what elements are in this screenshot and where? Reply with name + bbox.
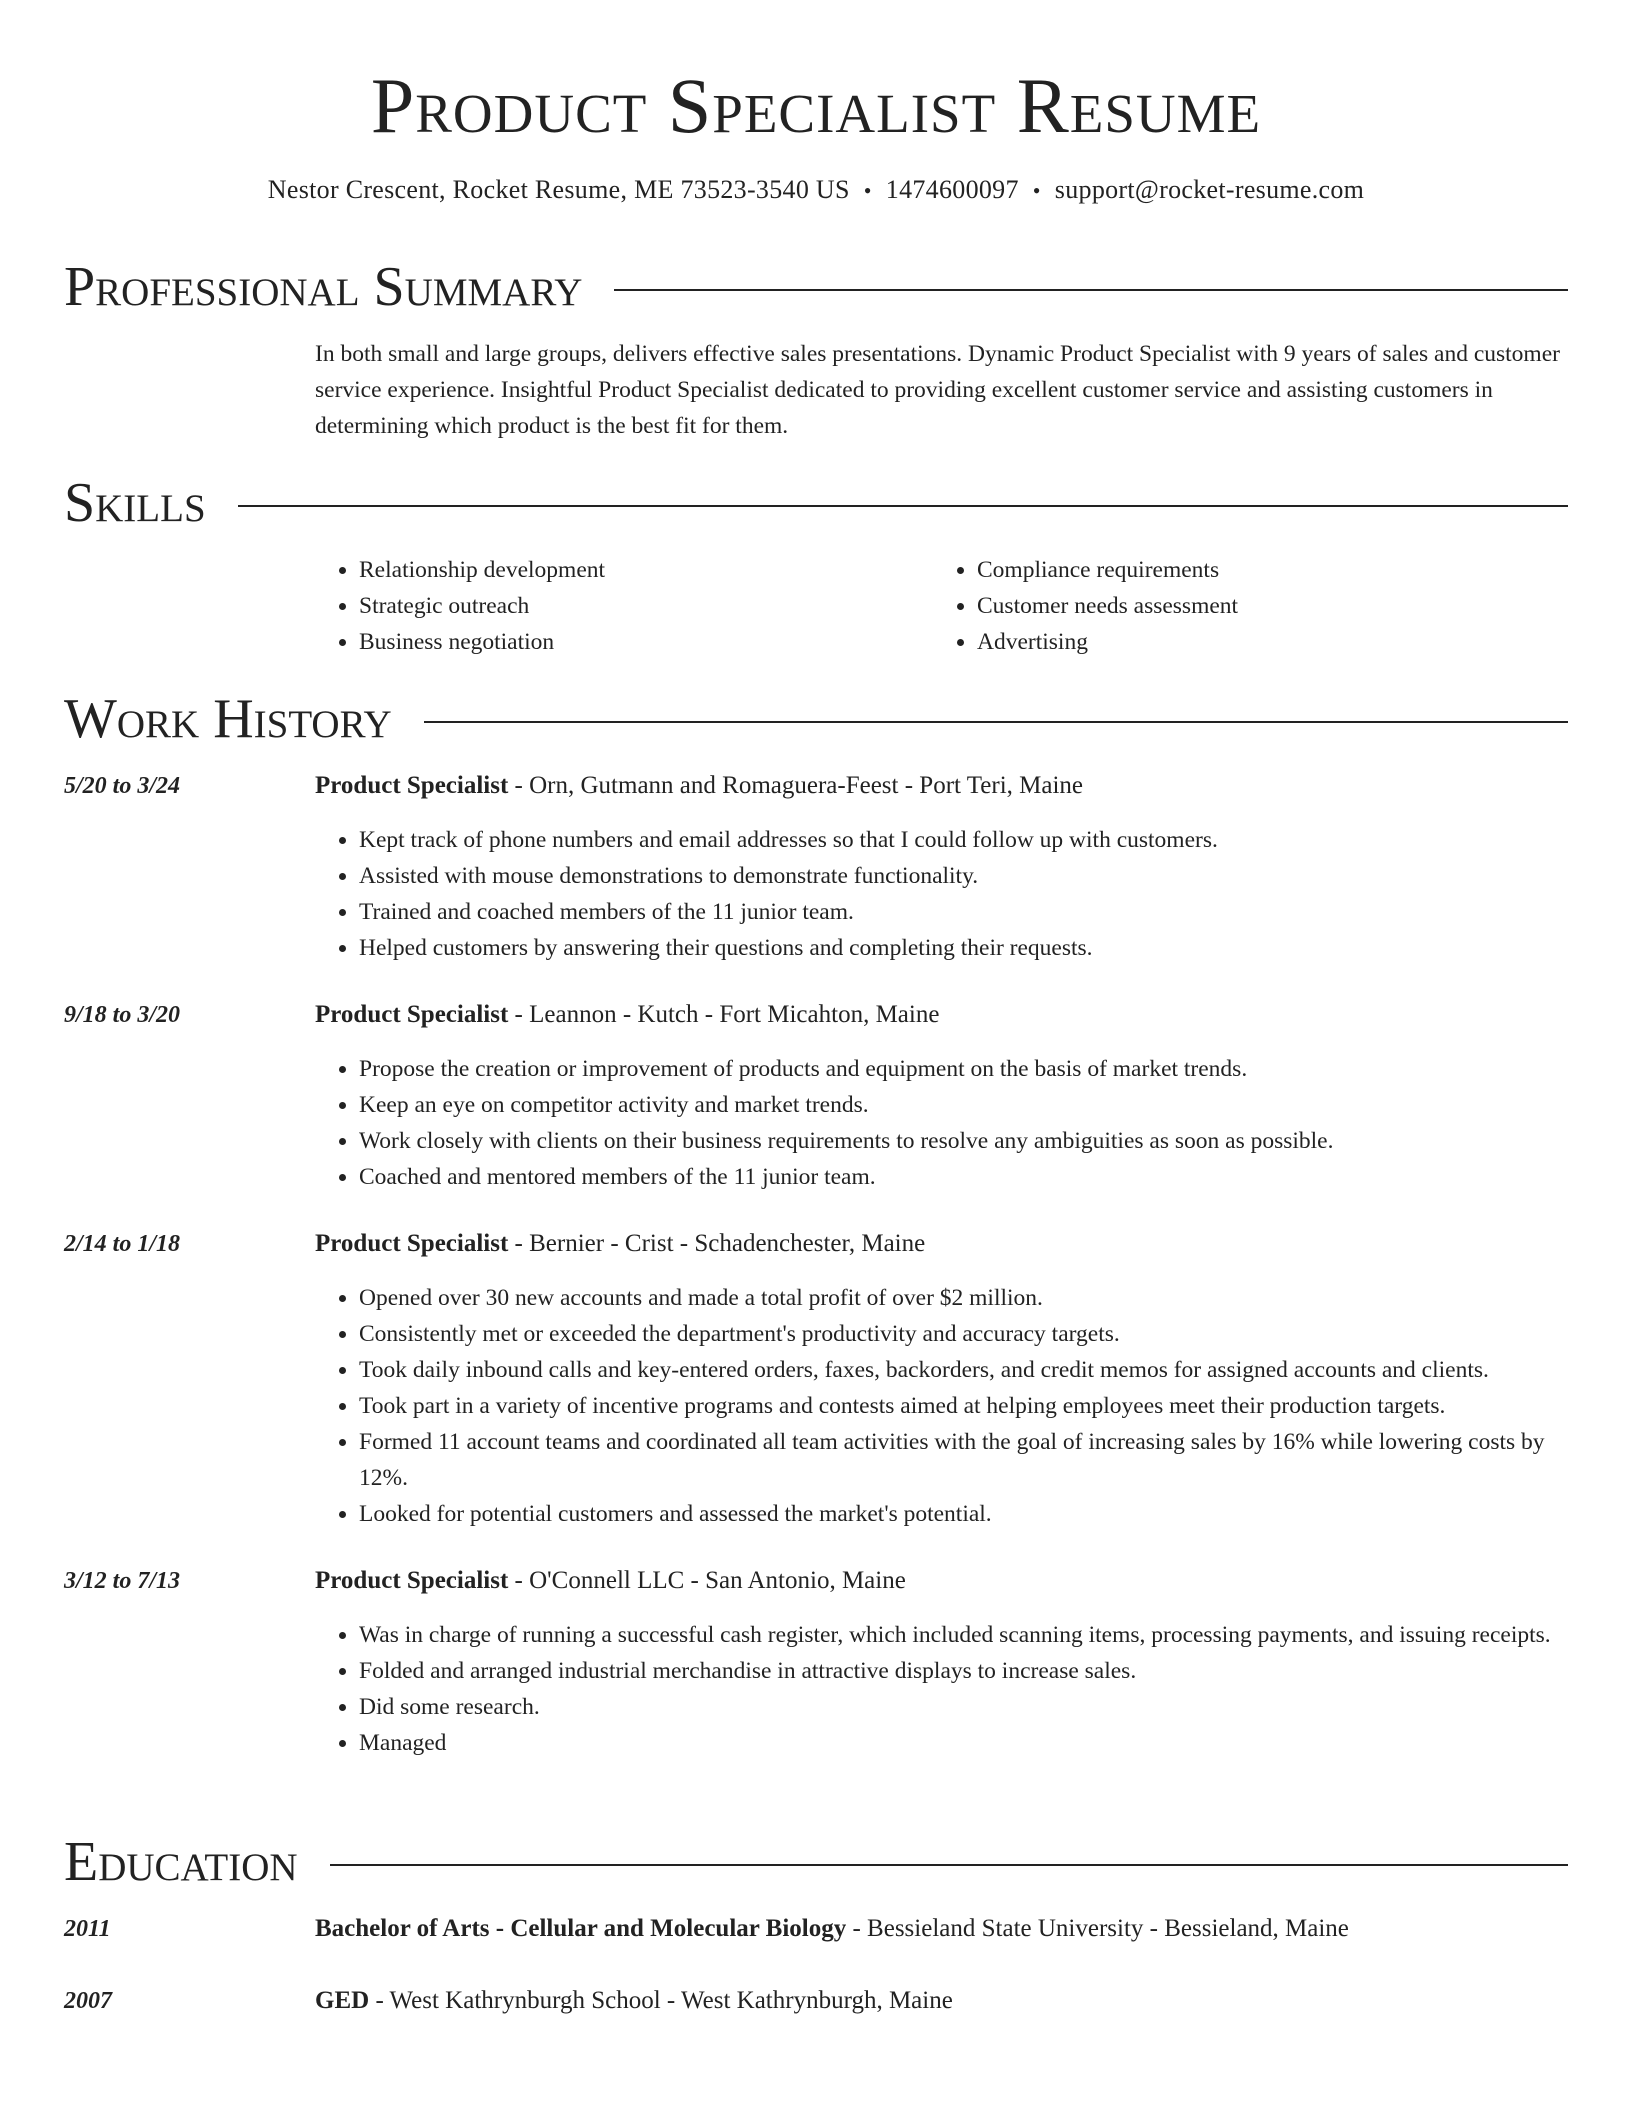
education-header (315, 1983, 1568, 2019)
education-degree: Bachelor of Arts - Cellular and Molecular Biology (315, 1915, 847, 1942)
contact-phone: 1474600097 (885, 175, 1019, 204)
education-school: - Bessieland State University - Bessieland, Maine (846, 1915, 1349, 1942)
job-bullet: • Formed 11 account teams and coordinated all team activities with the goal of increasing sales by 16% while lowering costs by 12%. (359, 1424, 1568, 1496)
contact-email: support@rocket-resume.com (1054, 175, 1365, 204)
job-title: Product Specialist (315, 1001, 509, 1028)
education-entry (64, 1911, 1568, 1947)
job-bullet: • Propose the creation or improvement of products and equipment on the basis of market trends. (359, 1051, 1568, 1087)
job-dates: 2/14 to 1/18 (64, 1231, 181, 1257)
job-title: Product Specialist (315, 772, 509, 799)
job-bullet: • Was in charge of running a successful cash register, which included scanning items, processing payments, and issuing receipts. (359, 1617, 1568, 1653)
job-header (315, 1226, 1568, 1262)
job-bullets (315, 822, 1568, 966)
job-dates: 5/20 to 3/24 (64, 773, 181, 799)
job-bullet: • Trained and coached members of the 11 junior team. (359, 894, 1568, 930)
job-title: Product Specialist (315, 1567, 509, 1594)
skills-column-right (933, 552, 1551, 660)
skill-item: • Business negotiation (359, 624, 933, 660)
job-bullet: • Managed (359, 1725, 1568, 1761)
job-bullet: • Took daily inbound calls and key-entered orders, faxes, backorders, and credit memos for assigned accounts and clients. (359, 1352, 1568, 1388)
job-employer: - Orn, Gutmann and Romaguera-Feest - Port Teri, Maine (508, 772, 1084, 799)
education-section-header (64, 1827, 1568, 1897)
job-bullet: • Opened over 30 new accounts and made a total profit of over $2 million. (359, 1280, 1568, 1316)
job-header (315, 768, 1568, 804)
job-bullet: • Assisted with mouse demonstrations to demonstrate functionality. (359, 858, 1568, 894)
section-heading: Work History (64, 688, 392, 750)
section-heading: Education (64, 1831, 298, 1893)
work-section-header (64, 684, 1568, 754)
education-entry (64, 1983, 1568, 2019)
contact-separator: • (863, 178, 872, 203)
skills-list (315, 552, 1568, 660)
skill-item: • Customer needs assessment (977, 588, 1551, 624)
job-bullet: • Looked for potential customers and assessed the market's potential. (359, 1496, 1568, 1532)
contact-line (0, 172, 1632, 209)
job-bullets (315, 1617, 1568, 1761)
job-bullet: • Took part in a variety of incentive programs and contests aimed at helping employees meet their production targets. (359, 1388, 1568, 1424)
summary-section-header (64, 252, 1568, 322)
education-degree: GED (315, 1987, 370, 2014)
education-header (315, 1911, 1568, 1947)
section-divider (614, 289, 1568, 291)
job-bullet: • Did some research. (359, 1689, 1568, 1725)
summary-text: In both small and large groups, delivers effective sales presentations. Dynamic Product Specialist with 9 years of sales and customer service experience. Insightful Product Specialist dedicated to providing excellent customer service and assisting customers in determining which product is the best fit for them. (315, 341, 1560, 439)
job-bullet: • Work closely with clients on their business requirements to resolve any ambiguities as soon as possible. (359, 1123, 1568, 1159)
contact-address: Nestor Crescent, Rocket Resume, ME 73523-3540 US (267, 175, 850, 204)
skills-section-header (64, 468, 1568, 538)
job-bullet: • Folded and arranged industrial merchandise in attractive displays to increase sales. (359, 1653, 1568, 1689)
job-header (315, 1563, 1568, 1599)
education-year: 2011 (64, 1916, 111, 1942)
job-employer: - Leannon - Kutch - Fort Micahton, Maine (508, 1001, 940, 1028)
job-bullets (315, 1051, 1568, 1195)
job-bullet: • Consistently met or exceeded the department's productivity and accuracy targets. (359, 1316, 1568, 1352)
skill-item: • Relationship development (359, 552, 933, 588)
job-header (315, 997, 1568, 1033)
job-dates: 9/18 to 3/20 (64, 1002, 181, 1028)
section-divider (424, 721, 1568, 723)
skill-item: • Compliance requirements (977, 552, 1551, 588)
job-bullets (315, 1280, 1568, 1532)
section-heading: Professional Summary (64, 256, 583, 318)
job-title: Product Specialist (315, 1230, 509, 1257)
section-heading: Skills (64, 472, 206, 534)
job-dates: 3/12 to 7/13 (64, 1568, 181, 1594)
job-employer: - O'Connell LLC - San Antonio, Maine (508, 1567, 906, 1594)
skill-item: • Advertising (977, 624, 1551, 660)
education-year: 2007 (64, 1988, 112, 2014)
skill-item: • Strategic outreach (359, 588, 933, 624)
resume-title: Product Specialist Resume (370, 62, 1262, 149)
education-school: - West Kathrynburgh School - West Kathrynburgh, Maine (369, 1987, 953, 2014)
section-divider (330, 1864, 1568, 1866)
job-bullet: • Coached and mentored members of the 11 junior team. (359, 1159, 1568, 1195)
contact-separator: • (1032, 178, 1041, 203)
skills-column-left (315, 552, 933, 660)
job-bullet: • Keep an eye on competitor activity and market trends. (359, 1087, 1568, 1123)
job-bullet: • Kept track of phone numbers and email addresses so that I could follow up with customers. (359, 822, 1568, 858)
job-bullet: • Helped customers by answering their questions and completing their requests. (359, 930, 1568, 966)
job-employer: - Bernier - Crist - Schadenchester, Maine (508, 1230, 926, 1257)
section-divider (238, 505, 1568, 507)
